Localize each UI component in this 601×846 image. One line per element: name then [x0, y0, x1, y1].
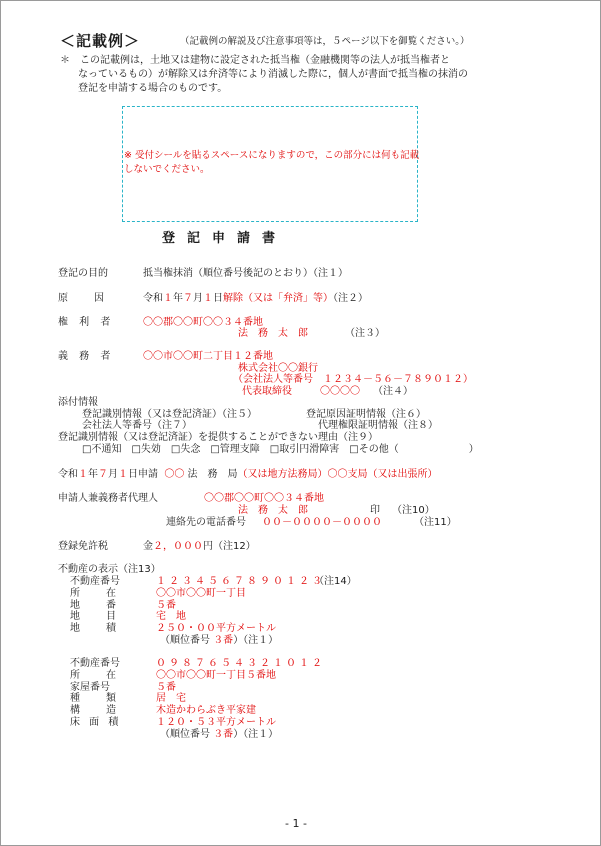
cause-year-unit: 年	[173, 293, 183, 304]
land-number-label: 不動産番号	[70, 576, 120, 587]
building-number-label: 不動産番号	[70, 658, 120, 669]
obligor-corp-number: （会社法人等番号 １２３４－５６－７８９０１２）	[233, 374, 473, 385]
page-number: - 1 -	[285, 817, 307, 830]
cause-day-unit: 日	[213, 293, 223, 304]
tax-label: 登録免許税	[58, 541, 108, 552]
building-house: ５番	[156, 682, 176, 693]
building-type: 居 宅	[156, 693, 186, 704]
cause-day: １	[203, 293, 213, 304]
cause-value	[143, 293, 368, 305]
application-month-unit: 月	[108, 469, 118, 480]
obligor-label: 義 務 者	[58, 351, 115, 362]
building-number: ０９８７６５４３２１０１２	[156, 658, 325, 669]
land-number-note: （注14）	[314, 576, 357, 587]
building-rank-suffix: ）（注１）	[233, 729, 279, 740]
building-rank-value: ３番	[213, 729, 234, 740]
agent-phone: ００－００００－００００	[262, 517, 382, 528]
application-bureau-suffix: 法 務 局	[187, 469, 238, 480]
agent-name: 法 務 太 郎	[238, 505, 308, 516]
intro-line-3: 登記を申請する場合のものです。	[78, 83, 228, 94]
building-house-label: 家屋番号	[70, 682, 110, 693]
seal-area-note-2: しないでください。	[124, 164, 210, 175]
building-location: 〇〇市〇〇町一丁目５番地	[156, 670, 276, 681]
rights-holder-label: 権 利 者	[58, 317, 115, 328]
application-bureau: 〇〇	[164, 469, 185, 480]
building-structure: 木造かわらぶき平家建	[156, 705, 256, 716]
obligor-address: 〇〇市〇〇町二丁目１２番地	[143, 351, 273, 362]
land-location-label: 所 在	[70, 588, 118, 599]
agent-label: 申請人兼義務者代理人	[58, 493, 158, 504]
building-rank-prefix: （順位番号	[160, 729, 210, 740]
land-rank-suffix: ）（注１）	[233, 635, 279, 646]
cause-era: 令和	[143, 293, 163, 304]
application-bureau-alt: （又は地方法務局）	[237, 469, 328, 480]
tax-amount: ２，０００	[153, 541, 203, 552]
application-day-unit: 日申請	[128, 469, 158, 480]
application-month: ７	[98, 469, 108, 480]
cause-reason: 解除（又は「弁済」等）	[223, 293, 333, 304]
land-rank-value: ３番	[213, 635, 234, 646]
application-year: １	[78, 469, 88, 480]
cause-label: 原 因	[58, 293, 106, 304]
land-area: ２５０・００平方メートル	[156, 623, 276, 634]
land-rank-prefix: （順位番号	[160, 635, 210, 646]
building-location-label: 所 在	[70, 670, 118, 681]
application-day: １	[118, 469, 128, 480]
land-lot: ５番	[156, 600, 176, 611]
purpose-label: 登記の目的	[58, 268, 108, 279]
intro-line-2: なっているもの）が解除又は弁済等により消滅した際に，個人が書面で抵当権の抹消の	[78, 69, 468, 80]
land-category-label: 地 目	[70, 611, 118, 622]
rights-holder-name: 法 務 太 郎	[238, 328, 308, 339]
cause-month-unit: 月	[193, 293, 203, 304]
land-lot-label: 地 番	[70, 600, 118, 611]
obligor-company: 株式会社〇〇銀行	[238, 363, 318, 374]
agent-phone-label: 連絡先の電話番号	[166, 517, 246, 528]
obligor-representative-title: 代表取締役	[242, 386, 292, 397]
purpose-value: 抵当権抹消（順位番号後記のとおり）（注１）	[143, 268, 348, 279]
attachment-item-1: 登記識別情報（又は登記済証）（注５）	[82, 409, 257, 420]
obligor-representative-name: 〇〇〇〇	[320, 386, 360, 397]
land-number: １２３４５６７８９０１２３	[156, 576, 325, 587]
building-type-label: 種 類	[70, 693, 118, 704]
agent-name-note: （注10）	[392, 505, 435, 516]
agent-seal: 印	[370, 505, 380, 516]
tax-unit: 円	[203, 541, 213, 552]
agent-phone-note: （注11）	[414, 517, 457, 528]
property-header: 不動産の表示（注13）	[58, 564, 161, 575]
attachments-label: 添付情報	[58, 397, 98, 408]
building-floor: １２０・５３平方メートル	[156, 717, 276, 728]
attachment-item-4: 代理権限証明情報（注８）	[318, 420, 438, 431]
building-floor-label: 床 面 積	[70, 717, 122, 728]
building-structure-label: 構 造	[70, 705, 118, 716]
cause-note: （注２）	[333, 293, 368, 304]
obligor-note: （注４）	[373, 386, 413, 397]
tax-note: （注12）	[213, 541, 256, 552]
agent-address: 〇〇郡〇〇町〇〇３４番地	[204, 493, 324, 504]
explanation-note: （記載例の解説及び注意事項等は，５ページ以下を御覧ください。）	[180, 36, 470, 47]
tax-value	[143, 541, 256, 553]
no-id-reason-options: □不通知 □失効 □失念 □管理支障 □取引円滑障害 □その他（ ）	[82, 444, 479, 455]
application-line	[58, 469, 438, 481]
example-title: ＜記載例＞	[60, 32, 141, 50]
application-year-unit: 年	[88, 469, 98, 480]
land-rank	[160, 635, 278, 647]
land-location: 〇〇市〇〇町一丁目	[156, 588, 246, 599]
cause-month: ７	[183, 293, 193, 304]
land-category: 宅 地	[156, 611, 186, 622]
rights-holder-note: （注３）	[345, 328, 385, 339]
land-area-label: 地 積	[70, 623, 118, 634]
cause-year: １	[163, 293, 173, 304]
document-title: 登記申請書	[162, 231, 288, 246]
rights-holder-address: 〇〇郡〇〇町〇〇３４番地	[143, 317, 263, 328]
seal-area-note-1: ※ 受付シールを貼るスペースになりますので，この部分には何も記載	[124, 150, 420, 161]
attachment-item-2: 登記原因証明情報（注６）	[306, 409, 426, 420]
no-id-reason-label: 登記識別情報（又は登記済証）を提供することができない理由（注９）	[58, 432, 378, 443]
tax-prefix: 金	[143, 541, 153, 552]
application-branch: 〇〇支局（又は出張所）	[327, 469, 438, 480]
intro-line-1: ＊ この記載例は，土地又は建物に設定された抵当権（金融機関等の法人が抵当権者と	[60, 55, 450, 66]
building-rank	[160, 729, 278, 741]
application-era: 令和	[58, 469, 78, 480]
attachment-item-3: 会社法人等番号（注７）	[82, 420, 192, 431]
